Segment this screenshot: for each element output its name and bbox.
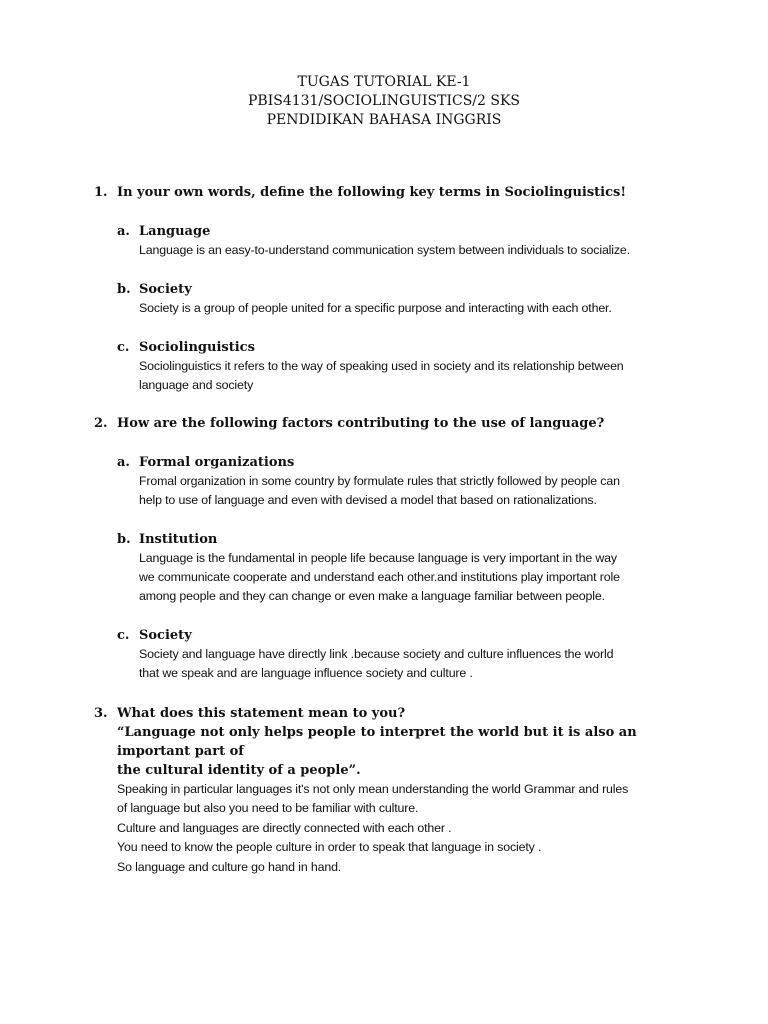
answer-line: that we speak and are language influence society and culture .	[139, 666, 473, 681]
question-3-answer	[117, 780, 702, 877]
question-3	[94, 704, 714, 780]
document-header	[0, 73, 768, 130]
header-title: TUGAS TUTORIAL KE-1	[297, 74, 471, 90]
item-answer	[139, 357, 697, 395]
item-title: Society	[139, 282, 192, 297]
answer-line: You need to know the people culture in order to speak that language in society .	[117, 840, 542, 855]
item-title: Society	[139, 628, 192, 643]
answer-line: Society and language have directly link .because society and culture influences the world	[139, 647, 614, 661]
item-letter: c.	[117, 340, 130, 355]
question-text: In your own words, define the following key terms in Sociolinguistics!	[117, 185, 627, 200]
answer-line: language and society	[139, 378, 254, 393]
question-text: What does this statement mean to you?	[117, 706, 406, 721]
question-1-item-a	[117, 222, 697, 260]
answer-line: Speaking in particular languages it's not only mean understanding the world Grammar and rules	[117, 782, 629, 796]
question-1	[94, 183, 714, 202]
item-title: Sociolinguistics	[139, 340, 255, 355]
header-program: PENDIDIKAN BAHASA INGGRIS	[266, 112, 502, 128]
question-quote-line: “Language not only helps people to interpret the world but it is also an important part of	[117, 725, 637, 759]
question-quote-line: the cultural identity of a people”.	[117, 763, 361, 778]
item-title: Institution	[139, 532, 218, 547]
item-answer	[139, 549, 697, 607]
answer-line: Language is an easy-to-understand communication system between individuals to socialize.	[139, 243, 630, 257]
question-text: How are the following factors contributing to the use of language?	[117, 416, 605, 431]
question-2-item-a	[117, 453, 697, 510]
item-title: Language	[139, 224, 211, 239]
item-title: Formal organizations	[139, 455, 295, 470]
question-1-item-b	[117, 280, 697, 318]
answer-line: Fromal organization in some country by formulate rules that strictly followed by people can	[139, 474, 620, 488]
question-number: 1.	[94, 185, 108, 200]
answer-line: Language is the fundamental in people life because language is very important in the way	[139, 551, 617, 565]
question-1-item-c	[117, 338, 697, 395]
answer-line: among people and they can change or even make a language familiar between people.	[139, 589, 605, 604]
item-answer	[139, 645, 697, 683]
question-2-item-b	[117, 530, 697, 607]
answer-line: help to use of language and even with devised a model that based on rationalizations.	[139, 493, 597, 508]
item-letter: a.	[117, 455, 130, 470]
question-2	[94, 414, 714, 433]
answer-line: we communicate cooperate and understand each other.and institutions play important role	[139, 570, 620, 585]
question-number: 3.	[94, 706, 108, 721]
item-letter: c.	[117, 628, 130, 643]
answer-line: Society is a group of people united for a specific purpose and interacting with each other.	[139, 301, 612, 315]
item-answer	[139, 472, 697, 510]
answer-line: So language and culture go hand in hand.	[117, 859, 342, 874]
question-2-item-c	[117, 626, 697, 683]
item-answer	[139, 299, 697, 318]
header-course: PBIS4131/SOCIOLINGUISTICS/2 SKS	[247, 93, 521, 109]
item-letter: b.	[117, 282, 131, 297]
item-answer	[139, 241, 697, 260]
answer-line: of language but also you need to be familiar with culture.	[117, 801, 419, 816]
question-number: 2.	[94, 416, 108, 431]
item-letter: a.	[117, 224, 130, 239]
answer-line: Culture and languages are directly connected with each other .	[117, 820, 452, 835]
answer-line: Sociolinguistics it refers to the way of speaking used in society and its relationship between	[139, 359, 624, 373]
item-letter: b.	[117, 532, 131, 547]
